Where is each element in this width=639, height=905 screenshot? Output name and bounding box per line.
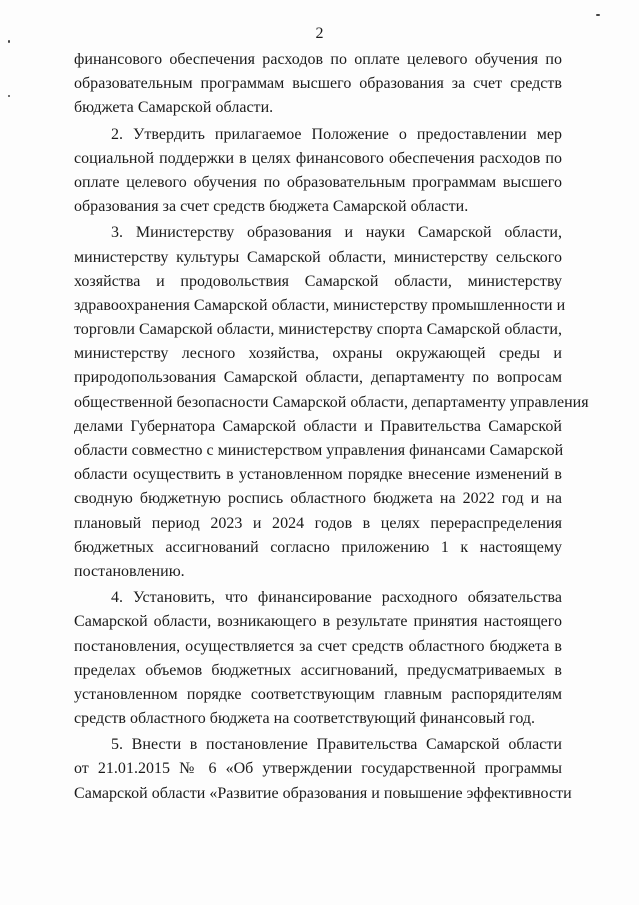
text-line: общественной безопасности Самарской области, департаменту управления <box>74 393 589 411</box>
text-line: пределах объемов бюджетных ассигнований, предусматриваемых в <box>74 661 562 679</box>
scan-mark <box>8 95 10 97</box>
text-line: средств областного бюджета на соответствующий финансовый год. <box>74 710 536 728</box>
text-line: министерству лесного хозяйства, охраны окружающей среды и <box>74 345 562 363</box>
text-line: бюджета Самарской области. <box>74 99 274 117</box>
text-line: постановления, осуществляется за счет средств областного бюджета в <box>74 637 562 655</box>
text-line: образования за счет средств бюджета Самарской области. <box>74 198 469 216</box>
scan-mark <box>596 14 600 16</box>
text-line: здравоохранения Самарской области, министерству промышленности и <box>74 296 566 314</box>
text-line: области осуществить в установленном порядке внесение изменений в <box>74 466 562 484</box>
paragraph <box>74 586 562 731</box>
text-line: образовательным программам высшего образования за счет средств <box>74 75 562 93</box>
text-line: 5. Внести в постановление Правительства Самарской области <box>111 736 562 754</box>
text-line: Самарской области «Развитие образования и повышение эффективности <box>74 784 572 802</box>
text-line: области совместно с министерством управления финансами Самарской <box>74 442 564 459</box>
text-line: постановлению. <box>74 562 185 580</box>
text-line: природопользования Самарской области, департаменту по вопросам <box>74 369 562 387</box>
paragraph <box>74 48 562 121</box>
text-line: оплате целевого обучения по образовательным программам высшего <box>74 173 562 191</box>
text-line: сводную бюджетную роспись областного бюджета на 2022 год и на <box>74 490 562 508</box>
text-line: делами Губернатора Самарской области и Правительства Самарской <box>74 417 562 435</box>
text-line: 3. Министерству образования и науки Самарской области, <box>111 224 562 242</box>
text-line: социальной поддержки в целях финансового обеспечения расходов по <box>74 149 562 167</box>
text-line: 2. Утвердить прилагаемое Положение о предоставлении мер <box>111 125 562 143</box>
paragraph <box>74 123 562 220</box>
text-line: от 21.01.2015 № 6 «Об утверждении государственной программы <box>74 760 562 778</box>
page-number: 2 <box>315 25 324 42</box>
text-line: бюджетных ассигнований согласно приложению 1 к настоящему <box>74 538 562 556</box>
document-body <box>74 48 589 806</box>
paragraph <box>74 733 572 806</box>
paragraph <box>74 221 589 584</box>
text-line: плановый период 2023 и 2024 годов в целях перераспределения <box>74 514 562 532</box>
text-line: установленном порядке соответствующим главным распорядителям <box>74 685 562 703</box>
text-line: Самарской области, возникающего в результате принятия настоящего <box>74 613 562 631</box>
text-line: торговли Самарской области, министерству спорта Самарской области, <box>74 321 563 339</box>
text-line: министерству культуры Самарской области, министерству сельского <box>74 248 562 266</box>
text-line: 4. Установить, что финансирование расходного обязательства <box>111 589 562 607</box>
text-line: хозяйства и продовольствия Самарской области, министерству <box>74 272 562 290</box>
text-line: финансового обеспечения расходов по оплате целевого обучения по <box>74 51 562 68</box>
